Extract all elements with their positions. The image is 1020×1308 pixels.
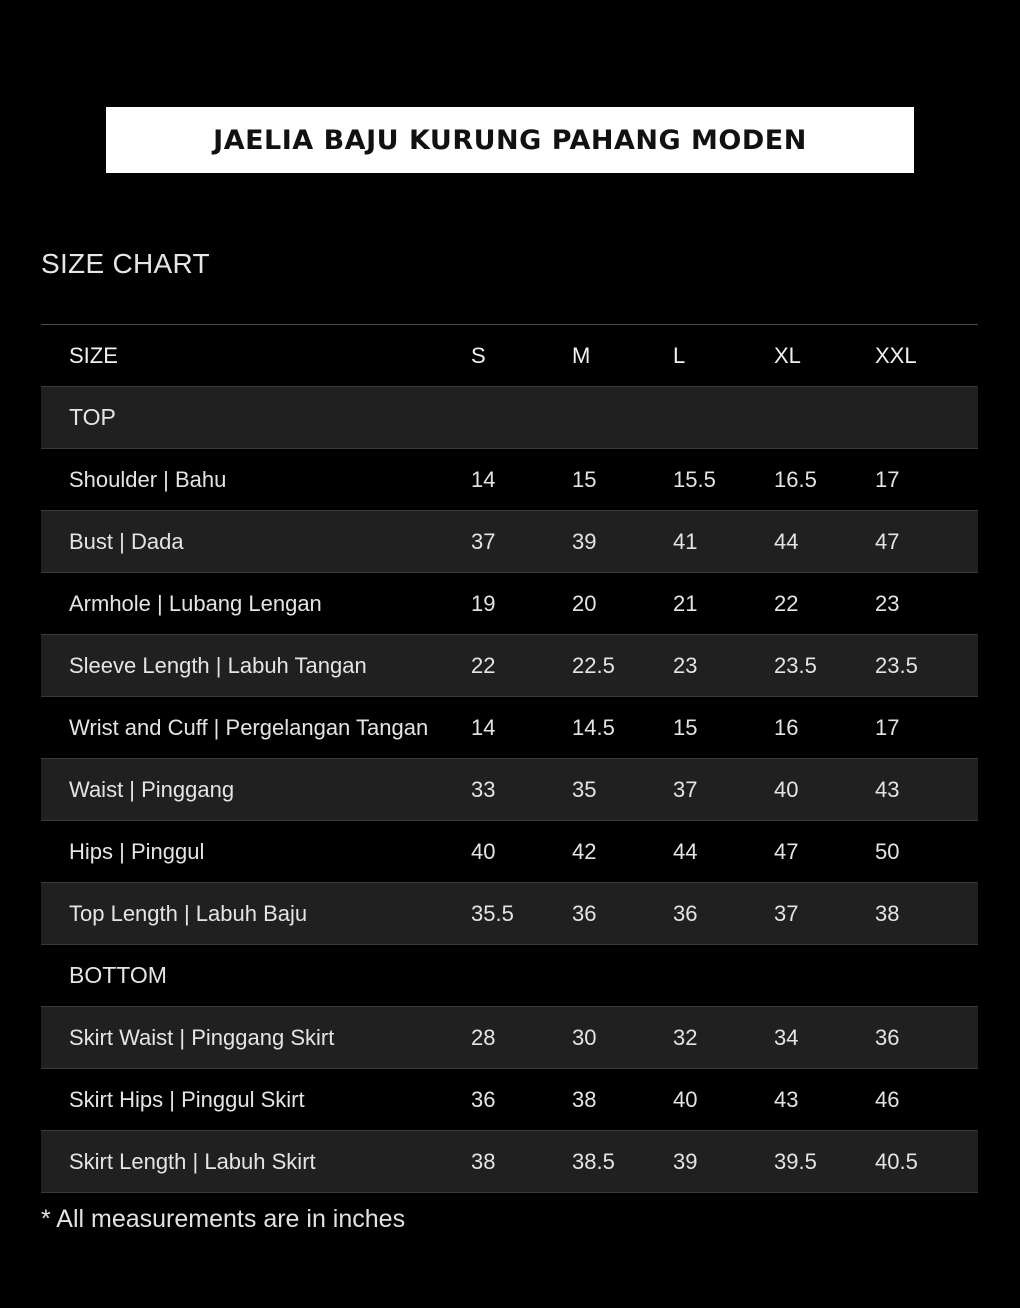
cell-value: 40 [471,821,572,883]
row-label: Shoulder | Bahu [41,449,471,511]
cell-value: 30 [572,1007,673,1069]
cell-value: 16 [774,697,875,759]
cell-value: 47 [774,821,875,883]
cell-value: 23.5 [875,635,978,697]
size-chart-heading: SIZE CHART [41,248,210,279]
row-label: Waist | Pinggang [41,759,471,821]
table-row [41,1007,978,1069]
cell-value: 44 [673,821,774,883]
header-size-xxl: XXL [875,325,978,387]
row-label: Armhole | Lubang Lengan [41,573,471,635]
cell-value: 16.5 [774,449,875,511]
cell-value: 28 [471,1007,572,1069]
cell-value: 34 [774,1007,875,1069]
row-label: Wrist and Cuff | Pergelangan Tangan [41,697,471,759]
product-title: JAELIA BAJU KURUNG PAHANG MODEN [213,124,807,156]
header-size-l: L [673,325,774,387]
cell-value: 23 [673,635,774,697]
cell-value: 37 [673,759,774,821]
table-row [41,883,978,945]
cell-value: 41 [673,511,774,573]
cell-value: 40 [774,759,875,821]
cell-value: 33 [471,759,572,821]
table-row [41,635,978,697]
cell-value: 43 [875,759,978,821]
cell-value: 15 [673,697,774,759]
table-row [41,449,978,511]
row-label: Skirt Waist | Pinggang Skirt [41,1007,471,1069]
cell-value: 15.5 [673,449,774,511]
cell-value: 19 [471,573,572,635]
cell-value: 36 [673,883,774,945]
cell-value: 40 [673,1069,774,1131]
cell-value: 22.5 [572,635,673,697]
table-row [41,759,978,821]
row-label: Top Length | Labuh Baju [41,883,471,945]
cell-value: 38 [471,1131,572,1193]
cell-value: 23.5 [774,635,875,697]
row-label: Sleeve Length | Labuh Tangan [41,635,471,697]
group-row-bottom [41,945,978,1007]
row-label: Skirt Length | Labuh Skirt [41,1131,471,1193]
table-header-row [41,325,978,387]
row-label: Skirt Hips | Pinggul Skirt [41,1069,471,1131]
cell-value: 14 [471,697,572,759]
row-label: Bust | Dada [41,511,471,573]
cell-value: 36 [875,1007,978,1069]
table-row [41,1131,978,1193]
cell-value: 22 [471,635,572,697]
header-size-xl: XL [774,325,875,387]
table-row [41,573,978,635]
cell-value: 17 [875,697,978,759]
cell-value: 23 [875,573,978,635]
row-label: Hips | Pinggul [41,821,471,883]
cell-value: 47 [875,511,978,573]
cell-value: 43 [774,1069,875,1131]
table-row [41,821,978,883]
cell-value: 20 [572,573,673,635]
group-label-bottom: BOTTOM [41,945,978,1007]
cell-value: 39.5 [774,1131,875,1193]
size-chart-table [41,324,978,1193]
cell-value: 37 [774,883,875,945]
cell-value: 39 [673,1131,774,1193]
header-size-m: M [572,325,673,387]
cell-value: 44 [774,511,875,573]
header-size-label: SIZE [41,325,471,387]
group-label-top: TOP [41,387,978,449]
cell-value: 50 [875,821,978,883]
title-banner [106,107,914,173]
cell-value: 39 [572,511,673,573]
table-row [41,1069,978,1131]
cell-value: 35 [572,759,673,821]
cell-value: 42 [572,821,673,883]
cell-value: 14 [471,449,572,511]
cell-value: 36 [572,883,673,945]
cell-value: 22 [774,573,875,635]
header-size-s: S [471,325,572,387]
cell-value: 40.5 [875,1131,978,1193]
cell-value: 38.5 [572,1131,673,1193]
cell-value: 36 [471,1069,572,1131]
table-row [41,697,978,759]
cell-value: 32 [673,1007,774,1069]
cell-value: 17 [875,449,978,511]
cell-value: 46 [875,1069,978,1131]
cell-value: 38 [572,1069,673,1131]
cell-value: 37 [471,511,572,573]
measurement-footnote: * All measurements are in inches [41,1205,406,1233]
cell-value: 38 [875,883,978,945]
cell-value: 35.5 [471,883,572,945]
cell-value: 14.5 [572,697,673,759]
cell-value: 15 [572,449,673,511]
group-row-top [41,387,978,449]
table-row [41,511,978,573]
cell-value: 21 [673,573,774,635]
